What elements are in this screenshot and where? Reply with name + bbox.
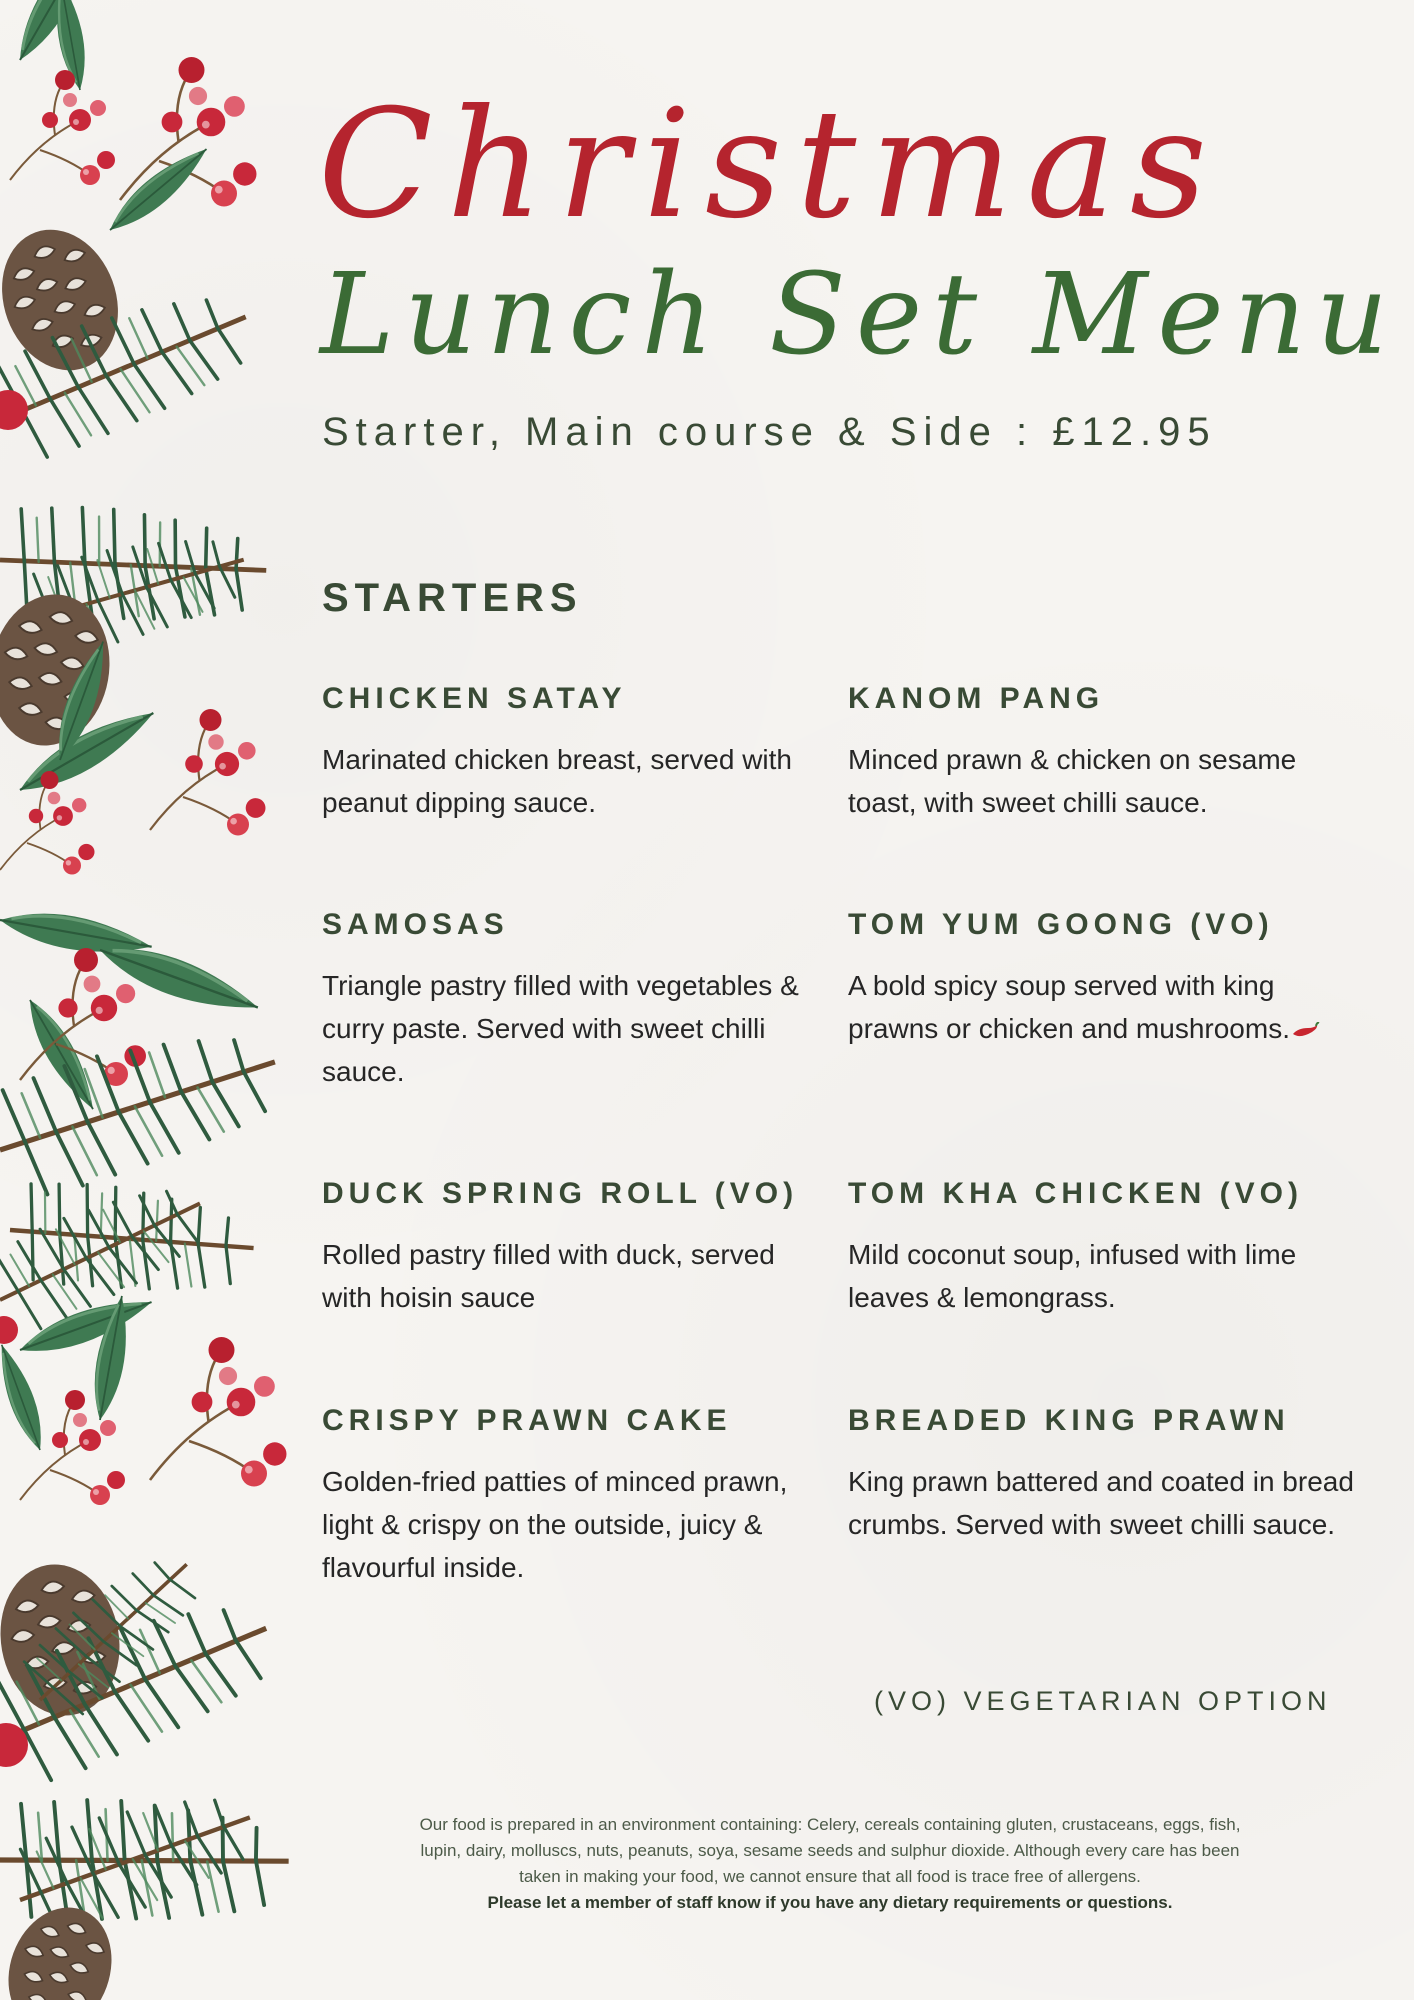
menu-item-chicken-satay [322, 682, 822, 824]
allergen-line: lupin, dairy, molluscs, nuts, peanuts, soya, sesame seeds and sulphur dioxide. Although every care has been [420, 1841, 1240, 1860]
menu-item-name: SAMOSAS [322, 908, 509, 941]
menu-item-description: Golden-fried patties of minced prawn, light & crispy on the outside, juicy & flavourful inside. [322, 1466, 788, 1583]
section-heading-starters: STARTERS [322, 576, 583, 620]
menu-item-samosas [322, 908, 822, 1093]
allergen-line: Our food is prepared in an environment containing: Celery, cereals containing gluten, crustaceans, eggs, fish, [419, 1815, 1241, 1834]
menu-item-description: Rolled pastry filled with duck, served with hoisin sauce [322, 1239, 775, 1313]
menu-item-description: Marinated chicken breast, served with peanut dipping sauce. [322, 744, 792, 818]
menu-item-description: King prawn battered and coated in bread crumbs. Served with sweet chilli sauce. [848, 1466, 1354, 1540]
menu-title-lunch-set-menu: Lunch Set Menu [320, 250, 1398, 380]
menu-item-description: Minced prawn & chicken on sesame toast, with sweet chilli sauce. [848, 744, 1297, 818]
vegetarian-option-note: (VO) VEGETARIAN OPTION [874, 1686, 1332, 1716]
allergen-staff-request: Please let a member of staff know if you have any dietary requirements or questions. [487, 1893, 1173, 1912]
menu-item-name: CHICKEN SATAY [322, 682, 627, 715]
menu-item-crispy-prawn-cake [322, 1404, 822, 1589]
menu-item-tom-kha-chicken [848, 1177, 1368, 1319]
menu-item-kanom-pang [848, 682, 1368, 824]
menu-item-description: Triangle pastry filled with vegetables & curry paste. Served with sweet chilli sauce. [322, 970, 799, 1087]
menu-item-breaded-king-prawn [848, 1404, 1368, 1546]
menu-item-duck-spring-roll [322, 1177, 822, 1319]
menu-item-name: BREADED KING PRAWN [848, 1404, 1290, 1437]
menu-item-description: A bold spicy soup served with king prawns or chicken and mushrooms. [848, 964, 1368, 1050]
menu-item-name: KANOM PANG [848, 682, 1105, 715]
menu-item-name: CRISPY PRAWN CAKE [322, 1404, 732, 1437]
chili-icon [1290, 1022, 1320, 1040]
price-line: Starter, Main course & Side : £12.95 [322, 410, 1217, 454]
menu-item-name: DUCK SPRING ROLL (VO) [322, 1177, 799, 1210]
menu-item-name: TOM KHA CHICKEN (VO) [848, 1177, 1303, 1210]
menu-item-tom-yum-goong [848, 908, 1368, 1050]
menu-item-name: TOM YUM GOONG (VO) [848, 908, 1274, 941]
allergen-line: taken in making your food, we cannot ensure that all food is trace free of allergens. [519, 1867, 1141, 1886]
christmas-garland-decoration [0, 0, 320, 2000]
menu-title-christmas: Christmas [318, 78, 1221, 252]
menu-item-description: Mild coconut soup, infused with lime leaves & lemongrass. [848, 1239, 1297, 1313]
allergen-notice [330, 1812, 1330, 1916]
